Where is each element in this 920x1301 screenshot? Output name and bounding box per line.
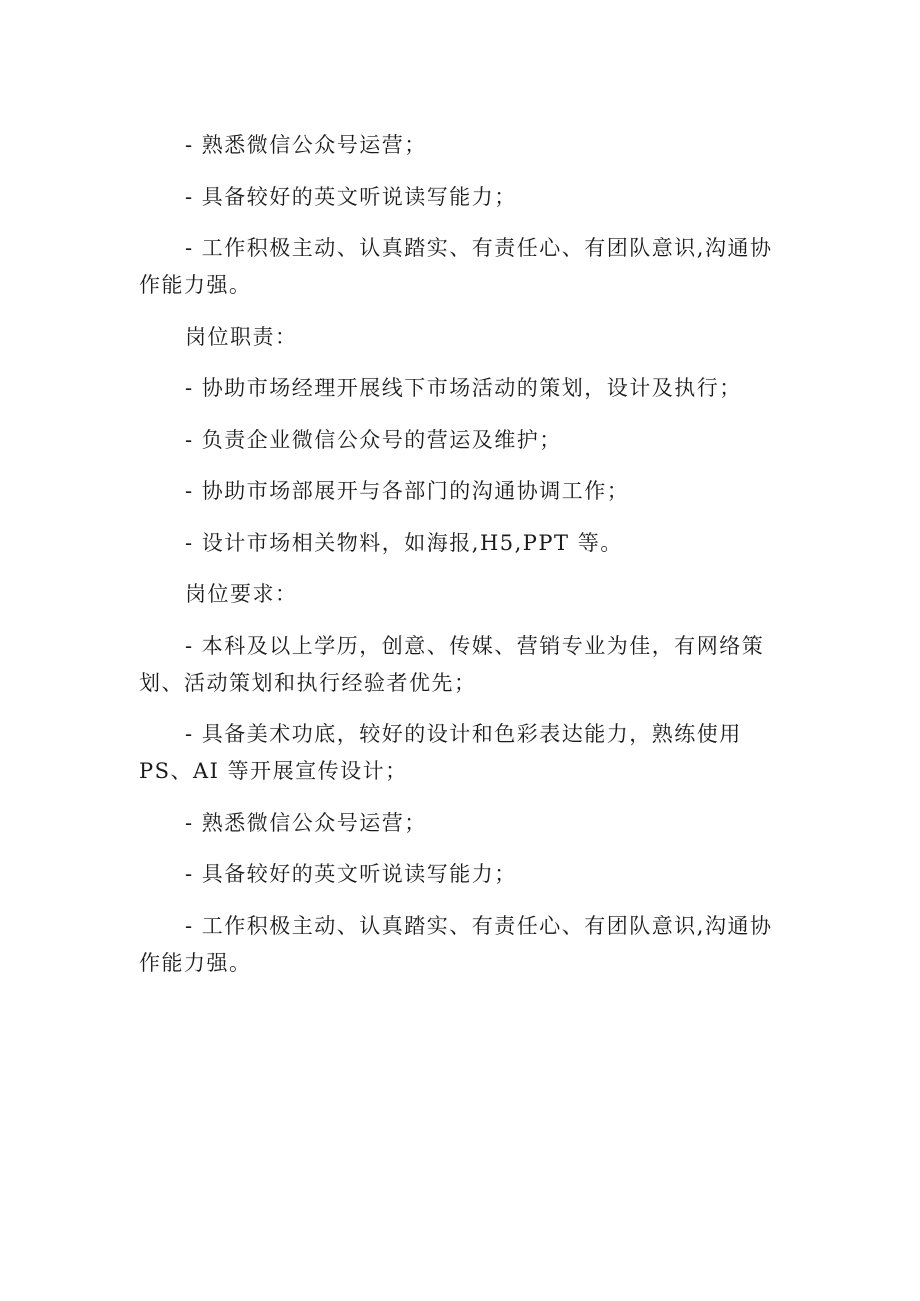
- bullet-item: - 协助市场部展开与各部门的沟通协调工作；: [185, 479, 630, 503]
- bullet-item: - 熟悉微信公众号运营；: [185, 810, 427, 835]
- section-heading: 岗位职责：: [185, 324, 298, 349]
- bullet-item: - 具备美术功底，较好的设计和色彩表达能力，熟练使用PS、AI 等开展宣传设计；: [139, 722, 742, 783]
- bullet-item: - 熟悉微信公众号运营；: [185, 133, 427, 157]
- document-body: [139, 127, 784, 996]
- bullet-item: - 工作积极主动、认真踏实、有责任心、有团队意识,沟通协作能力强。: [139, 236, 773, 297]
- bullet-item: - 本科及以上学历，创意、传媒、营销专业为佳，有网络策划、活动策划和执行经验者优先；: [139, 633, 765, 695]
- bullet-item: - 协助市场经理开展线下市场活动的策划，设计及执行；: [185, 376, 742, 400]
- bullet-item: - 具备较好的英文听说读写能力；: [185, 184, 517, 209]
- bullet-item: - 负责企业微信公众号的营运及维护；: [185, 427, 562, 452]
- section-heading: 岗位要求：: [185, 582, 298, 606]
- bullet-item: - 具备较好的英文听说读写能力；: [185, 862, 517, 886]
- bullet-item: - 设计市场相关物料，如海报,H5,PPT 等。: [185, 530, 623, 555]
- bullet-item: - 工作积极主动、认真踏实、有责任心、有团队意识,沟通协作能力强。: [139, 913, 773, 975]
